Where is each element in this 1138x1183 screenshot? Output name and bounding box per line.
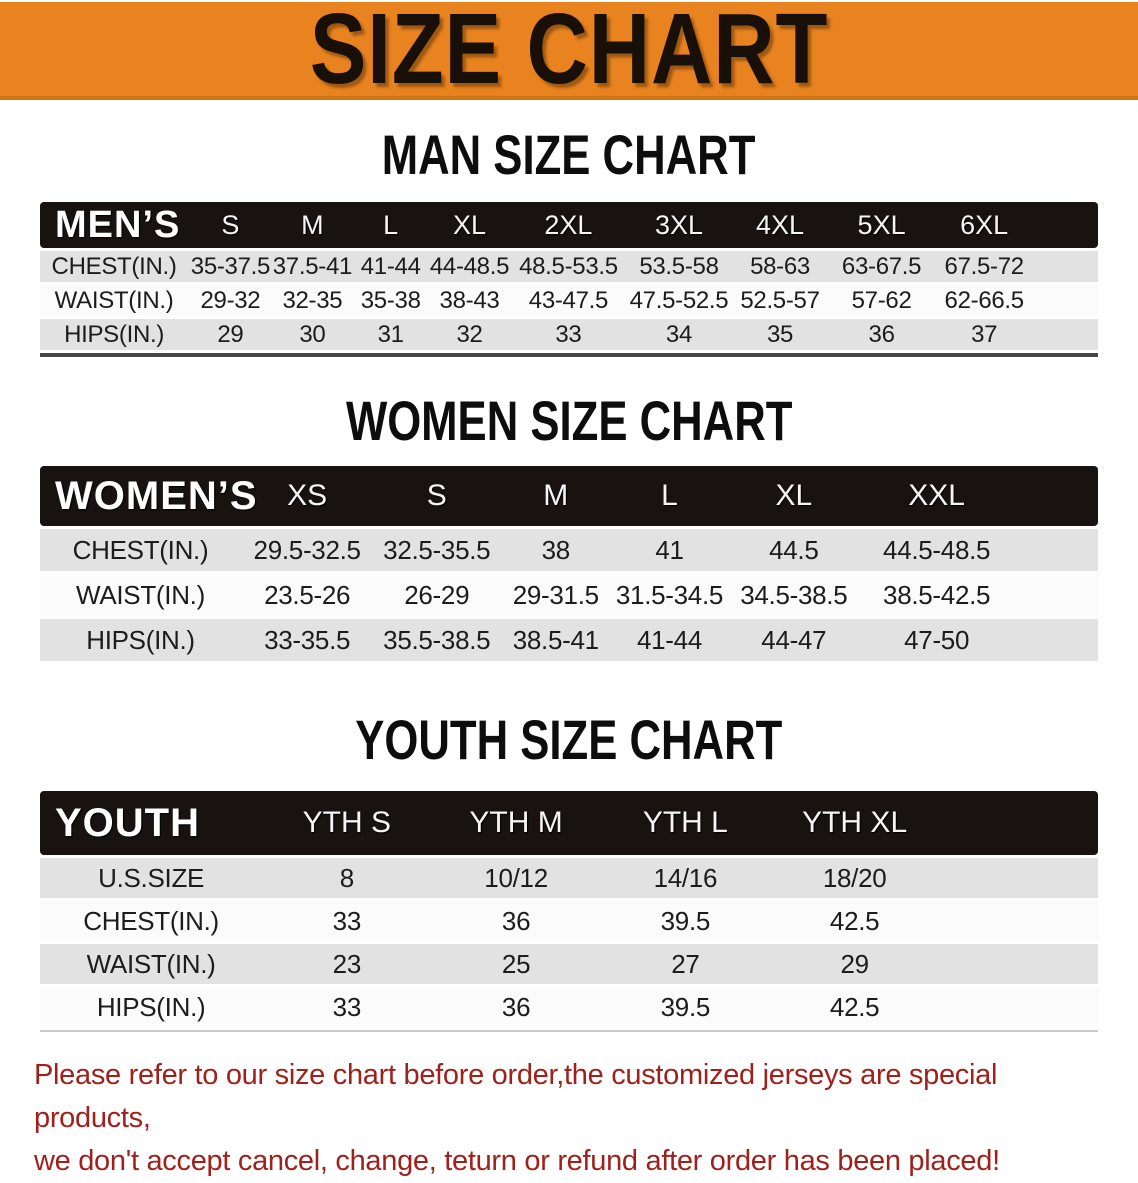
measure-row (40, 319, 1098, 350)
measure-value: 33 (510, 319, 627, 350)
measure-value: 34.5-38.5 (728, 574, 860, 616)
measure-value: 39.5 (601, 987, 770, 1027)
spacer-cell (939, 944, 1098, 984)
measure-value: 29-31.5 (500, 574, 611, 616)
women-size-table (40, 463, 1098, 664)
measure-row-label: WAIST(IN.) (40, 574, 241, 616)
man-section-title-text: MAN SIZE CHART (382, 123, 756, 186)
size-column-header: YTH M (431, 791, 600, 855)
women-section-title-text: WOMEN SIZE CHART (345, 389, 793, 452)
size-column-header: XL (429, 202, 509, 248)
measure-value: 10/12 (431, 858, 600, 898)
size-column-header: M (273, 202, 352, 248)
disclaimer-line-1: Please refer to our size chart before order,the customized jerseys are special products, (34, 1059, 998, 1134)
size-column-header: 6XL (934, 202, 1035, 248)
measure-value: 57-62 (829, 285, 934, 316)
size-column-header: S (373, 466, 500, 526)
spacer-cell (1013, 466, 1098, 526)
youth-section-title (0, 708, 1138, 771)
measure-value: 33-35.5 (241, 619, 373, 661)
measure-row (40, 251, 1098, 282)
measure-value: 38 (500, 529, 611, 571)
spacer-cell (1034, 202, 1098, 248)
measure-value: 39.5 (601, 901, 770, 941)
measure-value: 48.5-53.5 (510, 251, 627, 282)
spacer-cell (939, 791, 1098, 855)
measure-value: 31.5-34.5 (611, 574, 727, 616)
measure-value: 35-38 (352, 285, 429, 316)
measure-row (40, 529, 1098, 571)
table-group-label: YOUTH (40, 791, 262, 855)
measure-value: 35 (731, 319, 829, 350)
measure-value: 58-63 (731, 251, 829, 282)
table-group-label: WOMEN’S (40, 466, 241, 526)
measure-value: 36 (431, 987, 600, 1027)
size-column-header: L (352, 202, 429, 248)
measure-value: 44.5-48.5 (860, 529, 1013, 571)
measure-value: 62-66.5 (934, 285, 1035, 316)
measure-value: 41-44 (611, 619, 727, 661)
measure-row-label: WAIST(IN.) (40, 944, 262, 984)
measure-value: 36 (431, 901, 600, 941)
youth-section-title-text: YOUTH SIZE CHART (355, 708, 783, 771)
measure-row (40, 944, 1098, 984)
measure-row-label: WAIST(IN.) (40, 285, 188, 316)
measure-value: 53.5-58 (627, 251, 731, 282)
measure-row-label: CHEST(IN.) (40, 251, 188, 282)
size-column-header: XL (728, 466, 860, 526)
measure-value: 47.5-52.5 (627, 285, 731, 316)
measure-value: 8 (262, 858, 431, 898)
size-column-header: 2XL (510, 202, 627, 248)
measure-value: 38-43 (429, 285, 509, 316)
spacer-cell (1013, 574, 1098, 616)
measure-value: 23 (262, 944, 431, 984)
measure-value: 35-37.5 (188, 251, 273, 282)
women-section-title (0, 389, 1138, 452)
size-column-header: XS (241, 466, 373, 526)
measure-value: 32-35 (273, 285, 352, 316)
size-header-row (40, 202, 1098, 248)
measure-value: 38.5-42.5 (860, 574, 1013, 616)
measure-value: 26-29 (373, 574, 500, 616)
spacer-cell (939, 858, 1098, 898)
spacer-cell (939, 901, 1098, 941)
size-column-header: 3XL (627, 202, 731, 248)
banner-title: SIZE CHART (309, 0, 829, 105)
size-header-row (40, 466, 1098, 526)
measure-row-label: HIPS(IN.) (40, 619, 241, 661)
measure-value: 43-47.5 (510, 285, 627, 316)
measure-value: 29-32 (188, 285, 273, 316)
spacer-cell (1034, 285, 1098, 316)
measure-value: 41-44 (352, 251, 429, 282)
measure-value: 29 (188, 319, 273, 350)
man-section-title (0, 123, 1138, 186)
measure-value: 41 (611, 529, 727, 571)
measure-value: 14/16 (601, 858, 770, 898)
measure-row (40, 285, 1098, 316)
size-header-row (40, 791, 1098, 855)
measure-value: 37 (934, 319, 1035, 350)
measure-value: 34 (627, 319, 731, 350)
measure-value: 67.5-72 (934, 251, 1035, 282)
measure-row (40, 858, 1098, 898)
measure-row (40, 987, 1098, 1027)
spacer-cell (1013, 529, 1098, 571)
measure-row (40, 619, 1098, 661)
size-column-header: S (188, 202, 273, 248)
size-column-header: YTH L (601, 791, 770, 855)
table-group-label: MEN’S (40, 202, 188, 248)
measure-row (40, 574, 1098, 616)
size-column-header: 5XL (829, 202, 934, 248)
measure-value: 33 (262, 901, 431, 941)
measure-value: 31 (352, 319, 429, 350)
size-column-header: M (500, 466, 611, 526)
measure-value: 36 (829, 319, 934, 350)
measure-value: 63-67.5 (829, 251, 934, 282)
measure-value: 47-50 (860, 619, 1013, 661)
size-column-header: YTH S (262, 791, 431, 855)
measure-value: 38.5-41 (500, 619, 611, 661)
measure-row (40, 901, 1098, 941)
men-size-table (40, 199, 1098, 357)
measure-row-label: CHEST(IN.) (40, 529, 241, 571)
measure-row-label: CHEST(IN.) (40, 901, 262, 941)
measure-value: 29 (770, 944, 939, 984)
disclaimer-line-2: we don't accept cancel, change, teturn or refund after order has been placed! (34, 1145, 1000, 1177)
youth-size-table (40, 788, 1098, 1032)
measure-row-label: HIPS(IN.) (40, 319, 188, 350)
measure-value: 52.5-57 (731, 285, 829, 316)
size-column-header: L (611, 466, 727, 526)
spacer-cell (1034, 319, 1098, 350)
measure-value: 23.5-26 (241, 574, 373, 616)
measure-row-label: HIPS(IN.) (40, 987, 262, 1027)
measure-value: 27 (601, 944, 770, 984)
measure-value: 35.5-38.5 (373, 619, 500, 661)
measure-value: 32.5-35.5 (373, 529, 500, 571)
measure-value: 25 (431, 944, 600, 984)
disclaimer (34, 1054, 1118, 1183)
size-column-header: 4XL (731, 202, 829, 248)
banner (0, 0, 1138, 105)
spacer-cell (1013, 619, 1098, 661)
measure-value: 18/20 (770, 858, 939, 898)
measure-value: 44.5 (728, 529, 860, 571)
measure-value: 32 (429, 319, 509, 350)
measure-value: 42.5 (770, 901, 939, 941)
measure-row-label: U.S.SIZE (40, 858, 262, 898)
measure-value: 37.5-41 (273, 251, 352, 282)
measure-value: 44-48.5 (429, 251, 509, 282)
measure-value: 29.5-32.5 (241, 529, 373, 571)
measure-value: 42.5 (770, 987, 939, 1027)
spacer-cell (1034, 251, 1098, 282)
size-column-header: XXL (860, 466, 1013, 526)
measure-value: 30 (273, 319, 352, 350)
size-column-header: YTH XL (770, 791, 939, 855)
measure-value: 33 (262, 987, 431, 1027)
spacer-cell (939, 987, 1098, 1027)
measure-value: 44-47 (728, 619, 860, 661)
